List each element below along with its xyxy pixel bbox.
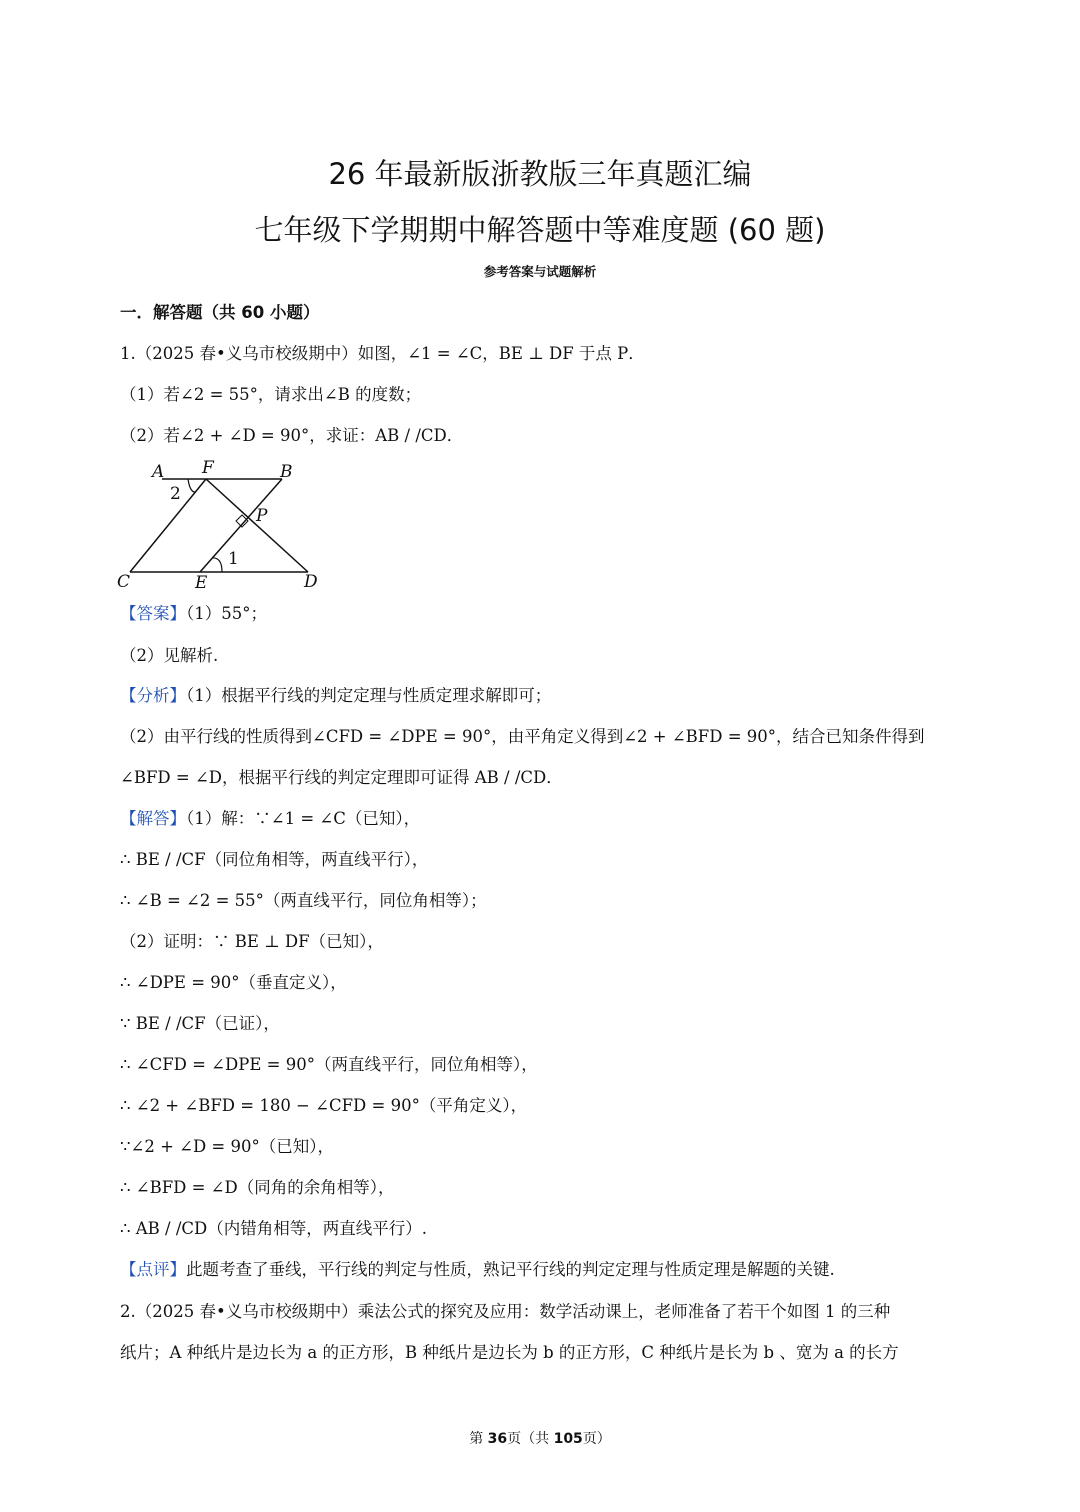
- solution-text1: （1）解：∵∠1 = ∠C（已知），: [186, 809, 421, 828]
- angle-2-arc: [188, 479, 196, 492]
- comment-tag: 【点评】: [120, 1260, 186, 1279]
- label-2: 2: [170, 484, 181, 504]
- solution-line1: [120, 808, 980, 830]
- section-heading: 一．解答题（共 60 小题）: [120, 303, 320, 322]
- problem1-question1: （1）若∠2 = 55°，请求出∠B 的度数；: [120, 385, 422, 404]
- analysis-tag: 【分析】: [120, 686, 186, 705]
- solution-line7: ∴ ∠CFD = ∠DPE = 90°（两直线平行，同位角相等），: [120, 1055, 538, 1074]
- solution-line5: ∴ ∠DPE = 90°（垂直定义），: [120, 973, 347, 992]
- problem2-line2: 纸片；A 种纸片是边长为 a 的正方形，B 种纸片是边长为 b 的正方形，C 种纸片是长为 b 、宽为 a 的长方: [120, 1343, 899, 1362]
- label-P: P: [256, 506, 268, 526]
- label-1: 1: [228, 549, 239, 569]
- analysis-line2: （2）由平行线的性质得到∠CFD = ∠DPE = 90°，由平角定义得到∠2 + ∠BFD = 90°，结合已知条件得到: [120, 727, 925, 746]
- analysis-line1: [120, 685, 980, 707]
- solution-line3: ∴ ∠B = ∠2 = 55°（两直线平行，同位角相等）；: [120, 891, 487, 910]
- footer-prefix: 第: [469, 1431, 488, 1447]
- analysis-line3: ∠BFD = ∠D，根据平行线的判定定理即可证得 AB / /CD．: [120, 768, 563, 787]
- solution-line8: ∴ ∠2 + ∠BFD = 180 − ∠CFD = 90°（平角定义），: [120, 1096, 528, 1115]
- solution-line6: ∵ BE / /CF（已证），: [120, 1014, 280, 1033]
- label-E: E: [195, 573, 208, 593]
- problem1-stem: 1.（2025 春•义乌市校级期中）如图，∠1 = ∠C，BE ⊥ DF 于点 P．: [120, 344, 645, 363]
- footer-page-number: 36: [487, 1431, 508, 1447]
- label-B: B: [280, 462, 293, 482]
- solution-line4: （2）证明：∵ BE ⊥ DF（已知），: [120, 932, 384, 951]
- footer-suffix: 页）: [582, 1431, 611, 1447]
- solution-tag: 【解答】: [120, 809, 186, 828]
- answer-line1: [120, 603, 980, 625]
- answer-part1: （1）55°；: [186, 604, 267, 623]
- label-C: C: [117, 572, 131, 592]
- segment-CF: [130, 479, 206, 572]
- answer-line2: （2）见解析.: [120, 646, 219, 665]
- solution-line10: ∴ ∠BFD = ∠D（同角的余角相等），: [120, 1178, 395, 1197]
- footer-total-pages: 105: [553, 1431, 583, 1447]
- comment-line: [120, 1259, 980, 1281]
- label-A: A: [152, 462, 165, 482]
- problem2-line1: 2.（2025 春•义乌市校级期中）乘法公式的探究及应用：数学活动课上，老师准备了若干个如图 1 的三种: [120, 1302, 891, 1321]
- problem1-question2: （2）若∠2 + ∠D = 90°，求证：AB / /CD．: [120, 426, 464, 445]
- answer-tag: 【答案】: [120, 604, 186, 623]
- analysis-text1: （1）根据平行线的判定定理与性质定理求解即可；: [186, 686, 552, 705]
- geometry-figure: [110, 455, 330, 595]
- solution-line11: ∴ AB / /CD（内错角相等，两直线平行）.: [120, 1219, 427, 1238]
- comment-text: 此题考查了垂线，平行线的判定与性质，熟记平行线的判定定理与性质定理是解题的关键.: [186, 1260, 835, 1279]
- label-D: D: [304, 572, 318, 592]
- page-footer: [0, 1428, 1080, 1448]
- document-subtitle: 参考答案与试题解析: [483, 264, 597, 279]
- label-F: F: [202, 458, 214, 478]
- document-title-line1: 26 年最新版浙教版三年真题汇编: [328, 157, 752, 191]
- solution-line9: ∵∠2 + ∠D = 90°（已知），: [120, 1137, 335, 1156]
- document-title-line2: 七年级下学期期中解答题中等难度题 (60 题): [254, 213, 826, 247]
- solution-line2: ∴ BE / /CF（同位角相等，两直线平行），: [120, 850, 429, 869]
- angle-1-arc: [212, 558, 222, 572]
- footer-middle: 页（共: [507, 1431, 554, 1447]
